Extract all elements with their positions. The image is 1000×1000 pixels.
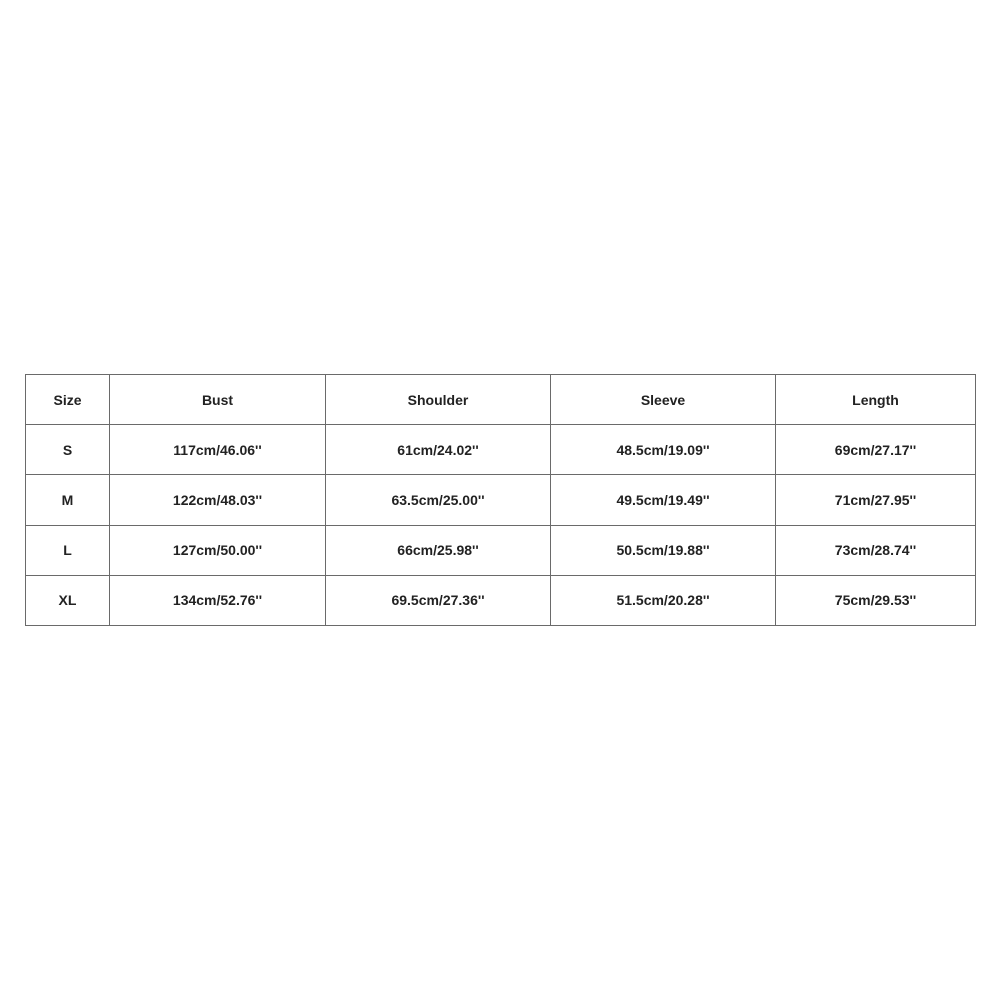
size-cell: S [26, 425, 110, 475]
size-cell: L [26, 525, 110, 575]
sleeve-cell: 51.5cm/20.28'' [551, 575, 776, 625]
header-length: Length [776, 375, 976, 425]
bust-cell: 127cm/50.00'' [110, 525, 326, 575]
table-row [26, 575, 976, 625]
header-size: Size [26, 375, 110, 425]
size-chart-table [25, 374, 976, 626]
bust-cell: 134cm/52.76'' [110, 575, 326, 625]
bust-cell: 117cm/46.06'' [110, 425, 326, 475]
bust-cell: 122cm/48.03'' [110, 475, 326, 525]
length-cell: 71cm/27.95'' [776, 475, 976, 525]
sleeve-cell: 48.5cm/19.09'' [551, 425, 776, 475]
size-cell: M [26, 475, 110, 525]
length-cell: 73cm/28.74'' [776, 525, 976, 575]
size-cell: XL [26, 575, 110, 625]
table-row [26, 425, 976, 475]
table-row [26, 525, 976, 575]
shoulder-cell: 69.5cm/27.36'' [326, 575, 551, 625]
shoulder-cell: 66cm/25.98'' [326, 525, 551, 575]
shoulder-cell: 61cm/24.02'' [326, 425, 551, 475]
sleeve-cell: 50.5cm/19.88'' [551, 525, 776, 575]
header-shoulder: Shoulder [326, 375, 551, 425]
table-row [26, 475, 976, 525]
length-cell: 75cm/29.53'' [776, 575, 976, 625]
shoulder-cell: 63.5cm/25.00'' [326, 475, 551, 525]
table-header-row [26, 375, 976, 425]
header-sleeve: Sleeve [551, 375, 776, 425]
sleeve-cell: 49.5cm/19.49'' [551, 475, 776, 525]
header-bust: Bust [110, 375, 326, 425]
length-cell: 69cm/27.17'' [776, 425, 976, 475]
